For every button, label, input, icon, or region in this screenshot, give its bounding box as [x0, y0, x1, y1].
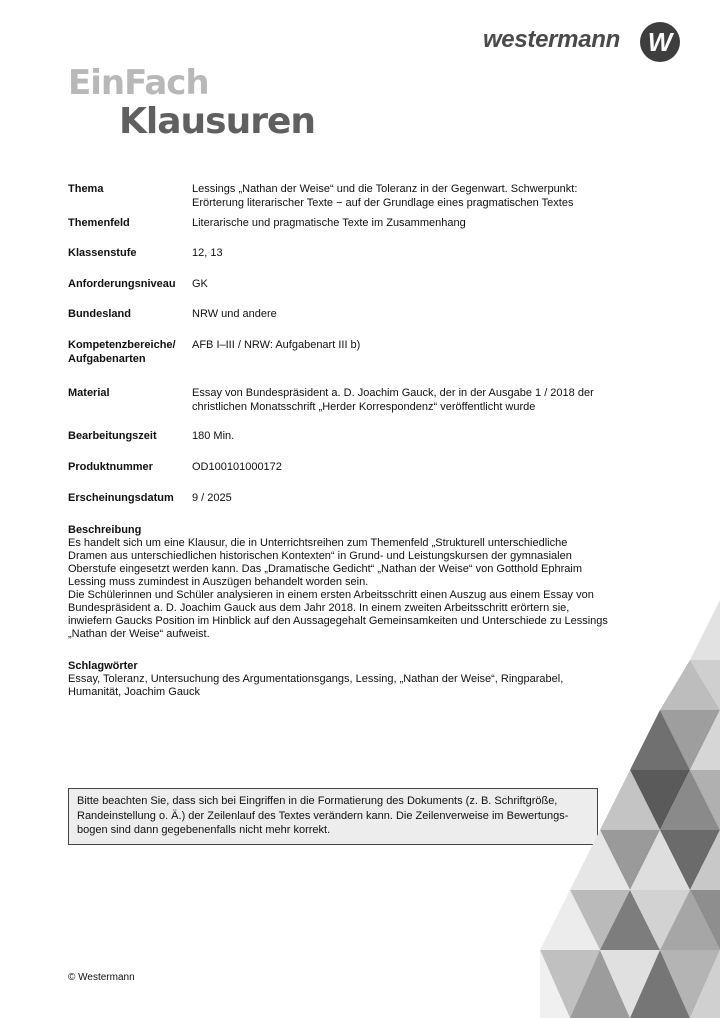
meta-label: Bundesland — [68, 308, 131, 320]
meta-row-klassenstufe — [68, 246, 608, 277]
meta-label: Anforderungsniveau — [68, 278, 176, 290]
beschreibung-paragraph-2: Die Schülerinnen und Schüler analysieren in einem ersten Arbeitsschritt einen Auszug aus einem Essay von Bundespräsident a. D. Joachim Gauck aus dem Jahr 2018. In einem zweiten Arbeitsschritt erörtern sie, inwiefern Gaucks Position im Hinblick auf den Aussagegehalt Gemeinsamkeiten und Unterschiede zu Lessings „Nathan der Weise“ aufweist. — [68, 589, 608, 640]
formatting-notice-box: Bitte beachten Sie, dass sich bei Eingriffen in die Formatierung des Dokuments (z. B. Schriftgröße, Randeinstellung o. Ä.) der Zeilenlauf des Textes verändern kann. Die Zeilenverweise im Bewertungs-bogen sind dann gegebenenfalls nicht mehr korrekt. — [68, 788, 598, 845]
meta-value: GK — [192, 278, 208, 290]
metadata-table — [68, 182, 608, 511]
meta-value: 9 / 2025 — [192, 492, 232, 504]
meta-row-produktnummer — [68, 460, 608, 491]
meta-row-material — [68, 386, 608, 429]
series-logo-line1: EinFach — [68, 63, 209, 103]
publisher-brand — [440, 22, 700, 62]
beschreibung-section — [68, 524, 608, 641]
meta-label: Themenfeld — [68, 217, 130, 229]
copyright-footer: © Westermann — [68, 972, 135, 983]
meta-row-bearbeitungszeit — [68, 429, 608, 460]
schlagwoerter-section — [68, 660, 608, 699]
meta-label: Bearbeitungszeit — [68, 430, 157, 442]
meta-value: OD100101000172 — [192, 461, 282, 473]
meta-row-thema — [68, 182, 608, 216]
decorative-triangle-pattern — [540, 600, 720, 1018]
meta-label: Thema — [68, 183, 104, 195]
meta-value: AFB I–III / NRW: Aufgabenart III b) — [192, 339, 361, 351]
publisher-wordmark: westermann — [482, 26, 620, 53]
meta-value: Literarische und pragmatische Texte im Zusammenhang — [192, 217, 466, 229]
meta-value: NRW und andere — [192, 308, 277, 320]
beschreibung-title: Beschreibung — [68, 524, 142, 536]
series-logo — [68, 64, 315, 142]
meta-row-themenfeld — [68, 216, 608, 246]
meta-row-kompetenzbereiche — [68, 338, 608, 386]
series-logo-line2: Klausuren — [119, 101, 316, 142]
schlagwoerter-title: Schlagwörter — [68, 660, 138, 672]
meta-value: 180 Min. — [192, 430, 235, 442]
schlagwoerter-text: Essay, Toleranz, Untersuchung des Argumentationsgangs, Lessing, „Nathan der Weise“, Ringparabel, Humanität, Joachim Gauck — [68, 673, 564, 698]
meta-label: Klassenstufe — [68, 247, 137, 259]
meta-value: Lessings „Nathan der Weise“ und die Toleranz in der Gegenwart. Schwerpunkt: Erörterung literarischer Texte − auf der Grundlage eines pragmatischen Textes — [192, 183, 578, 209]
beschreibung-paragraph-1: Es handelt sich um eine Klausur, die in Unterrichtsreihen zum Themenfeld „Strukturell unterschiedliche Dramen aus unterschiedlichen historischen Kontexten“ in Grund- und Leistungskursen der gymnasialen Oberstufe eingesetzt werden kann. Das „Dramatische Gedicht“ „Nathan der Weise“ von Gotthold Ephraim Lessing muss zumindest in Auszügen behandelt worden sein. — [68, 537, 582, 588]
meta-label: Material — [68, 387, 110, 399]
publisher-logo-icon: W — [640, 22, 680, 62]
meta-label: Produktnummer — [68, 461, 153, 473]
meta-row-erscheinungsdatum — [68, 491, 608, 511]
meta-row-bundesland — [68, 307, 608, 338]
meta-value: Essay von Bundespräsident a. D. Joachim Gauck, der in der Ausgabe 1 / 2018 der christlichen Monatsschrift „Herder Korrespondenz“ veröffentlicht wurde — [192, 387, 594, 413]
meta-value: 12, 13 — [192, 247, 223, 259]
meta-label: Erscheinungsdatum — [68, 492, 174, 504]
meta-row-anforderungsniveau — [68, 277, 608, 307]
meta-label: Kompetenzbereiche/ Aufgabenarten — [68, 339, 176, 365]
